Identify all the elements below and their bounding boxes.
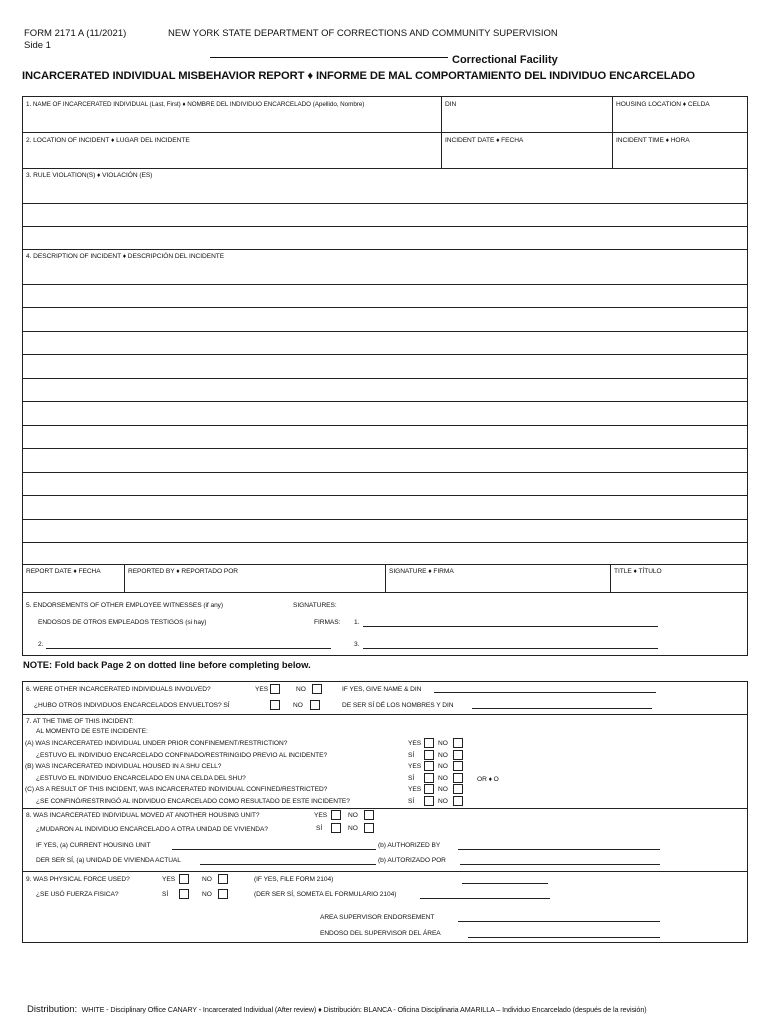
facility-name-field[interactable]: [210, 57, 448, 58]
q8-no-es-checkbox[interactable]: [364, 823, 374, 833]
report-date-label: REPORT DATE ♦ FECHA: [26, 568, 101, 575]
current-housing-label: IF YES, (a) CURRENT HOUSING UNIT: [36, 842, 151, 849]
location-label: 2. LOCATION OF INCIDENT ♦ LUGAR DEL INCIDENTE: [26, 137, 190, 144]
q7a-no-es-checkbox[interactable]: [453, 750, 463, 760]
form-side: Side 1: [24, 40, 51, 51]
q7a-no-checkbox[interactable]: [453, 738, 463, 748]
q9-file-label-es: (DER SER SÍ, SOMETA EL FORMULARIO 2104): [254, 891, 397, 898]
signatures-label: SIGNATURES:: [293, 602, 337, 609]
q8-si-label: SÍ: [316, 825, 323, 832]
q7a-si-label: SÍ: [408, 752, 415, 759]
q8-yes-label: YES: [314, 812, 328, 819]
q7-label: 7. AT THE TIME OF THIS INCIDENT:: [26, 718, 134, 725]
form-id: FORM 2171 A (11/2021): [24, 28, 127, 39]
q7c-no-es-label: NO: [438, 798, 448, 805]
q8-no-checkbox[interactable]: [364, 810, 374, 820]
q7b-si-checkbox[interactable]: [424, 773, 434, 783]
witness-2-number: 2.: [38, 641, 44, 648]
signature-label: SIGNATURE ♦ FIRMA: [389, 568, 454, 575]
firmas-label: FIRMAS:: [314, 619, 341, 626]
department-title: NEW YORK STATE DEPARTMENT OF CORRECTIONS AND COMMUNITY SUPERVISION: [168, 28, 558, 39]
current-housing-es-field[interactable]: [200, 864, 376, 865]
q6-if-yes-label: IF YES, GIVE NAME & DIN: [342, 686, 422, 693]
witness-3-signature[interactable]: [363, 648, 658, 649]
q7c-si-label: SÍ: [408, 798, 415, 805]
q9-label-es: ¿SE USÓ FUERZA FISICA?: [36, 891, 119, 898]
q7c-si-checkbox[interactable]: [424, 796, 434, 806]
q7a-no-es-label: NO: [438, 752, 448, 759]
q8-si-checkbox[interactable]: [331, 823, 341, 833]
q6-names-es-field[interactable]: [472, 708, 652, 709]
q7b-yes-label: YES: [408, 763, 422, 770]
q9-file-es-field[interactable]: [420, 898, 550, 899]
supervisor-endorsement-es-field[interactable]: [468, 937, 660, 938]
distribution-footer: [27, 999, 647, 1017]
q7b-label-es: ¿ESTUVO EL INDIVIDUO ENCARCELADO EN UNA CELDA DEL SHU?: [36, 775, 246, 782]
current-housing-field[interactable]: [172, 849, 376, 850]
q6-no-es-label: NO: [293, 702, 303, 709]
q9-no-es-checkbox[interactable]: [218, 889, 228, 899]
q6-no-es-checkbox[interactable]: [310, 700, 320, 710]
q7a-yes-label: YES: [408, 740, 422, 747]
incident-date-label: INCIDENT DATE ♦ FECHA: [445, 137, 524, 144]
supervisor-endorsement-label-es: ENDOSO DEL SUPERVISOR DEL ÁREA: [320, 930, 441, 937]
endorsements-label-es: ENDOSOS DE OTROS EMPLEADOS TESTIGOS (si hay): [38, 619, 207, 626]
authorized-by-es-field[interactable]: [460, 864, 660, 865]
rule-violation-label: 3. RULE VIOLATION(S) ♦ VIOLACIÓN (ES): [26, 172, 153, 179]
reported-by-label: REPORTED BY ♦ REPORTADO POR: [128, 568, 238, 575]
q6-yes-label: YES: [255, 686, 269, 693]
q6-no-label: NO: [296, 686, 306, 693]
q7c-label: (C) AS A RESULT OF THIS INCIDENT, WAS INCARCERATED INDIVIDUAL CONFINED/RESTRICTED?: [25, 786, 328, 793]
q9-no-checkbox[interactable]: [218, 874, 228, 884]
q7a-yes-checkbox[interactable]: [424, 738, 434, 748]
description-label: 4. DESCRIPTION OF INCIDENT ♦ DESCRIPCIÓN DEL INCIDENTE: [26, 253, 225, 260]
incident-time-label: INCIDENT TIME ♦ HORA: [616, 137, 690, 144]
q7b-si-label: SÍ: [408, 775, 415, 782]
witness-3-number: 3.: [354, 641, 360, 648]
or-label: OR ♦ O: [477, 776, 499, 783]
q7c-yes-label: YES: [408, 786, 422, 793]
authorized-by-field[interactable]: [458, 849, 660, 850]
housing-label: HOUSING LOCATION ♦ CELDA: [616, 101, 710, 108]
witness-2-signature[interactable]: [46, 648, 331, 649]
q7c-label-es: ¿SE CONFINÓ/RESTRINGÓ AL INDIVIDUO ENCARCELADO COMO RESULTADO DE ESTE INCIDENTE?: [36, 798, 350, 805]
witness-1-number: 1.: [354, 619, 360, 626]
distribution-label: Distribution:: [27, 1004, 78, 1015]
q7c-yes-checkbox[interactable]: [424, 784, 434, 794]
q7a-si-checkbox[interactable]: [424, 750, 434, 760]
title-label: TITLE ♦ TÍTULO: [614, 568, 662, 575]
current-housing-label-es: DER SER SÍ, (a) UNIDAD DE VIVIENDA ACTUAL: [36, 857, 181, 864]
authorized-by-label-es: (b) AUTORIZADO POR: [378, 857, 446, 864]
q9-si-checkbox[interactable]: [179, 889, 189, 899]
name-label: 1. NAME OF INCARCERATED INDIVIDUAL (Last, First) ♦ NOMBRE DEL INDIVIDUO ENCARCELADO (Apellido, Nombre): [26, 101, 365, 108]
q7c-no-checkbox[interactable]: [453, 784, 463, 794]
q9-si-label: SÍ: [162, 891, 169, 898]
q8-yes-checkbox[interactable]: [331, 810, 341, 820]
distribution-text: WHITE - Disciplinary Office CANARY - Incarcerated Individual (After review) ♦ Distribución: BLANCA - Oficina Disciplinaria AMARILLA – Individuo Encarcelado (después de la revisión): [81, 1005, 647, 1014]
q7a-label: (A) WAS INCARCERATED INDIVIDUAL UNDER PRIOR CONFINEMENT/RESTRICTION?: [25, 740, 288, 747]
q8-label: 8. WAS INCARCERATED INDIVIDUAL MOVED AT ANOTHER HOUSING UNIT?: [26, 812, 260, 819]
q9-file-label: (IF YES, FILE FORM 2104): [254, 876, 334, 883]
q9-yes-checkbox[interactable]: [179, 874, 189, 884]
q8-no-es-label: NO: [348, 825, 358, 832]
q7b-yes-checkbox[interactable]: [424, 761, 434, 771]
q9-no-es-label: NO: [202, 891, 212, 898]
q6-no-checkbox[interactable]: [312, 684, 322, 694]
q7c-no-label: NO: [438, 786, 448, 793]
witness-1-signature[interactable]: [363, 626, 658, 627]
q9-file-field[interactable]: [462, 883, 548, 884]
q7b-label: (B) WAS INCARCERATED INDIVIDUAL HOUSED IN A SHU CELL?: [25, 763, 222, 770]
q8-no-label: NO: [348, 812, 358, 819]
q7b-no-es-checkbox[interactable]: [453, 773, 463, 783]
page-title: INCARCERATED INDIVIDUAL MISBEHAVIOR REPORT ♦ INFORME DE MAL COMPORTAMIENTO DEL INDIVIDUO ENCARCELADO: [22, 70, 695, 82]
q7a-no-label: NO: [438, 740, 448, 747]
fold-note: NOTE: Fold back Page 2 on dotted line before completing below.: [23, 659, 311, 670]
supervisor-endorsement-label: AREA SUPERVISOR ENDORSEMENT: [320, 914, 435, 921]
q6-si-checkbox[interactable]: [270, 700, 280, 710]
q7c-no-es-checkbox[interactable]: [453, 796, 463, 806]
q8-label-es: ¿MUDARON AL INDIVIDUO ENCARCELADO A OTRA UNIDAD DE VIVIENDA?: [36, 826, 268, 833]
q6-if-yes-es-label: DE SER SÍ DÉ LOS NOMBRES Y DIN: [342, 702, 454, 709]
q9-yes-label: YES: [162, 876, 176, 883]
q7a-label-es: ¿ESTUVO EL INDIVIDUO ENCARCELADO CONFINADO/RESTRINGIDO PREVIO AL INCIDENTE?: [36, 752, 328, 759]
q6-label-es: ¿HUBO OTROS INDIVIDUOS ENCARCELADOS ENVUELTOS? SÍ: [34, 702, 230, 709]
authorized-by-label: (b) AUTHORIZED BY: [378, 842, 441, 849]
q6-names-field[interactable]: [434, 692, 656, 693]
q7b-no-checkbox[interactable]: [453, 761, 463, 771]
q7b-no-label: NO: [438, 763, 448, 770]
din-label: DIN: [445, 101, 457, 108]
q7-label-es: AL MOMENTO DE ESTE INCIDENTE:: [36, 728, 148, 735]
q9-label: 9. WAS PHYSICAL FORCE USED?: [26, 876, 130, 883]
q9-no-label: NO: [202, 876, 212, 883]
endorsements-label: 5. ENDORSEMENTS OF OTHER EMPLOYEE WITNESSES (if any): [26, 602, 224, 609]
facility-label: Correctional Facility: [452, 54, 558, 66]
supervisor-endorsement-field[interactable]: [458, 921, 660, 922]
q7b-no-es-label: NO: [438, 775, 448, 782]
q6-label: 6. WERE OTHER INCARCERATED INDIVIDUALS INVOLVED?: [26, 686, 211, 693]
q6-yes-checkbox[interactable]: [270, 684, 280, 694]
